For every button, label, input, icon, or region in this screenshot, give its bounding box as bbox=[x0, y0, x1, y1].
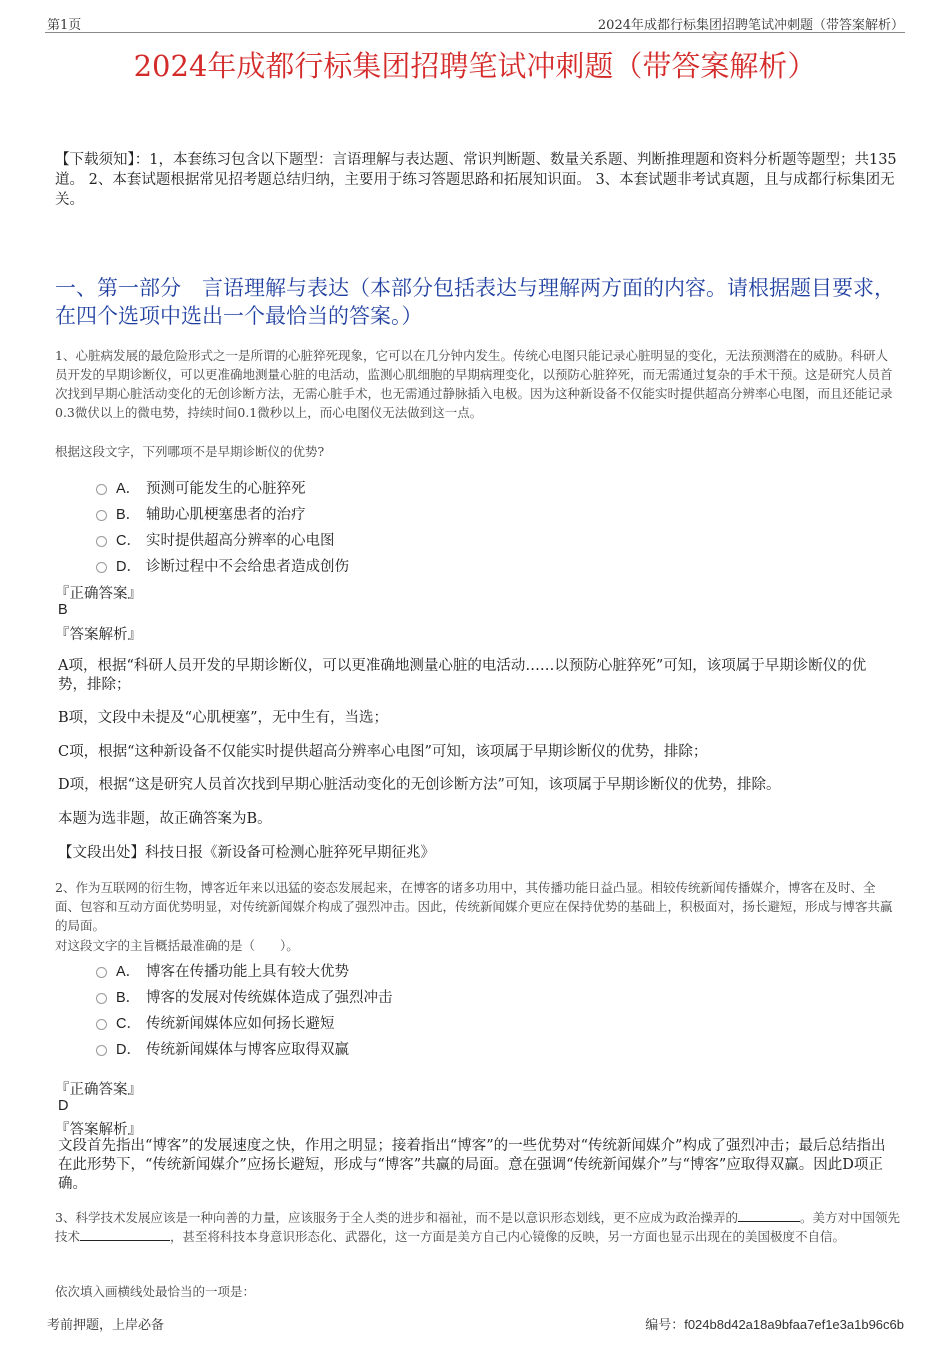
radio-icon[interactable] bbox=[96, 510, 107, 521]
q1-answer-label: 『正确答案』 bbox=[55, 586, 142, 602]
radio-icon[interactable] bbox=[96, 484, 107, 495]
fill-blank-2 bbox=[80, 1228, 170, 1241]
q2-option-d[interactable]: D． 传统新闻媒体与博客应取得双赢 bbox=[96, 1038, 349, 1059]
q2-option-b[interactable]: B． 博客的发展对传统媒体造成了强烈冲击 bbox=[96, 986, 393, 1007]
document-title: 2024年成都行标集团招聘笔试冲刺题（带答案解析） bbox=[133, 49, 817, 83]
question-2-prompt: 对这段文字的主旨概括最准确的是（ ）。 bbox=[55, 938, 299, 953]
radio-icon[interactable] bbox=[96, 1045, 107, 1056]
q1-option-b[interactable]: B． 辅助心肌梗塞患者的治疗 bbox=[96, 503, 306, 524]
page-number-label: 第1页 bbox=[47, 18, 82, 33]
q1-source: 【文段出处】科技日报《新设备可检测心脏猝死早期征兆》 bbox=[58, 845, 435, 861]
q2-answer: D bbox=[58, 1098, 69, 1114]
radio-icon[interactable] bbox=[96, 1019, 107, 1030]
fill-blank-1 bbox=[738, 1209, 800, 1222]
q1-analysis-b: B项，文段中未提及“心肌梗塞”，无中生有，当选； bbox=[58, 710, 388, 726]
q1-analysis-a: A项，根据“科研人员开发的早期诊断仪，可以更准确地测量心脏的电活动……以预防心脏猝死”可知，该项属于早期诊断仪的优势，排除； bbox=[58, 658, 867, 693]
q1-option-d[interactable]: D． 诊断过程中不会给患者造成创伤 bbox=[96, 555, 349, 576]
q1-analysis-c: C项，根据“这种新设备不仅能实时提供超高分辨率心电图”可知，该项属于早期诊断仪的优势，排除； bbox=[58, 744, 708, 760]
q1-option-c[interactable]: C． 实时提供超高分辨率的心电图 bbox=[96, 529, 335, 550]
footer-code: 编号：f024b8d42a18a9bfaa7ef1e3a1b96c6b bbox=[645, 1317, 904, 1333]
q1-analysis-d: D项，根据“这是研究人员首次找到早期心脏活动变化的无创诊断方法”可知，该项属于早期诊断仪的优势，排除。 bbox=[58, 777, 781, 793]
q2-option-a[interactable]: A． 博客在传播功能上具有较大优势 bbox=[96, 960, 349, 981]
radio-icon[interactable] bbox=[96, 993, 107, 1004]
footer-slogan: 考前押题，上岸必备 bbox=[47, 1318, 165, 1333]
header-divider bbox=[45, 32, 905, 33]
question-3-stem: 3、科学技术发展应该是一种向善的力量，应该服务于全人类的进步和福祉，而不是以意识形态划线，更不应成为政治操弄的 。美方对中国领先技术 ，甚至将科技本身意识形态化、武器化，这一方面是美方自己内心镜像的反映，另一方面也显示出现在的美国极度不自信。 bbox=[55, 1210, 900, 1244]
question-2-stem: 2、作为互联网的衍生物，博客近年来以迅猛的姿态发展起来，在博客的诸多功用中，其传播功能日益凸显。相较传统新闻传播媒介，博客在及时、全面、包容和互动方面优势明显，对传统新闻媒介构成了强烈冲击。因此，传统新闻媒介更应在保持优势的基础上，积极面对，扬长避短，形成与博客共赢的局面。 bbox=[55, 880, 893, 933]
radio-icon[interactable] bbox=[96, 536, 107, 547]
question-3-prompt: 依次填入画横线处最恰当的一项是： bbox=[55, 1284, 256, 1299]
q2-option-c[interactable]: C． 传统新闻媒体应如何扬长避短 bbox=[96, 1012, 335, 1033]
question-1-prompt: 根据这段文字，下列哪项不是早期诊断仪的优势? bbox=[55, 444, 325, 459]
q1-analysis-label: 『答案解析』 bbox=[55, 627, 142, 643]
radio-icon[interactable] bbox=[96, 562, 107, 573]
q2-analysis: 文段首先指出“博客”的发展速度之快，作用之明显；接着指出“博客”的一些优势对“传统新闻媒介”构成了强烈冲击；最后总结指出在此形势下，“传统新闻媒介”应扬长避短，形成与“博客”共赢的局面。意在强调“传统新闻媒介”与“博客”应取得双赢。因此D项正确。 bbox=[58, 1138, 886, 1192]
running-header-title: 2024年成都行标集团招聘笔试冲刺题（带答案解析） bbox=[597, 18, 904, 33]
q1-answer: B bbox=[58, 602, 68, 618]
q2-analysis-label: 『答案解析』 bbox=[55, 1122, 142, 1138]
download-notice: 【下载须知】：1，本套练习包含以下题型：言语理解与表达题、常识判断题、数量关系题、判断推理题和资料分析题等题型；共135道。 2、本套试题根据常见招考题总结归纳，主要用于练习答题思路和拓展知识面。 3、本套试题非考试真题，且与成都行标集团无关。 bbox=[55, 152, 897, 208]
question-1-stem: 1、心脏病发展的最危险形式之一是所谓的心脏猝死现象，它可以在几分钟内发生。传统心电图只能记录心脏明显的变化，无法预测潜在的威胁。科研人员开发的早期诊断仪，可以更准确地测量心脏的电活动，监测心肌细胞的早期病理变化，以预防心脏猝死，而无需通过复杂的手术干预。这是研究人员首次找到早期心脏活动变化的无创诊断方法，无需心脏手术，也无需通过静脉插入电极。因为这种新设备不仅能实时提供超高分辨率心电图，而且还能记录0.3微伏以上的微电势，持续时间0.1微秒以上，而心电图仪无法做到这一点。 bbox=[55, 348, 893, 420]
q2-answer-label: 『正确答案』 bbox=[55, 1082, 142, 1098]
section-heading: 一、第一部分 言语理解与表达（本部分包括表达与理解两方面的内容。请根据题目要求，在四个选项中选出一个最恰当的答案。） bbox=[55, 276, 895, 328]
q1-analysis-conclusion: 本题为选非题，故正确答案为B。 bbox=[58, 811, 272, 827]
q1-option-a[interactable]: A． 预测可能发生的心脏猝死 bbox=[96, 477, 306, 498]
radio-icon[interactable] bbox=[96, 967, 107, 978]
